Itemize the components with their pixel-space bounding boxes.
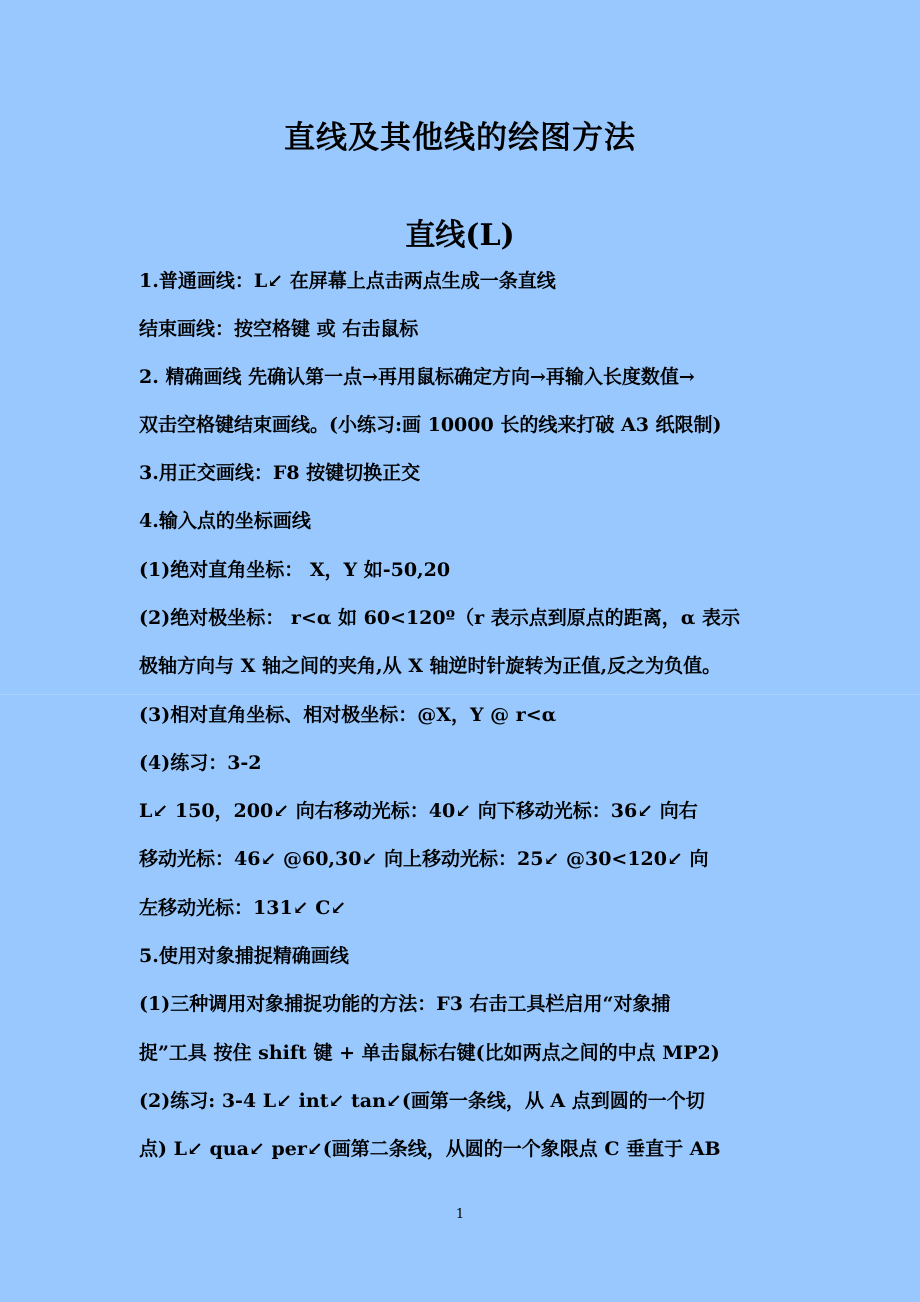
line-9: 极轴方向与 X 轴之间的夹角,从 X 轴逆时针旋转为正值,反之为负值。 [139,655,722,677]
line-2: 结束画线：按空格键 或 右击鼠标 [139,318,419,340]
line-18: (2)练习: 3-4 L↙ int↙ tan↙(画第一条线，从 A 点到圆的一个切 [139,1090,705,1112]
line-19: 点) L↙ qua↙ per↙(画第二条线，从圆的一个象限点 C 垂直于 AB [139,1138,721,1160]
line-11: (4)练习：3-2 [139,752,262,774]
line-6: 4.输入点的坐标画线 [139,510,311,532]
line-3: 2. 精确画线 先确认第一点→再用鼠标确定方向→再输入长度数值→ [139,366,695,388]
document-title: 直线及其他线的绘图方法 [284,120,636,156]
line-4: 双击空格键结束画线。(小练习:画 10000 长的线来打破 A3 纸限制) [139,414,722,436]
line-14: 左移动光标：131↙ C↙ [139,897,347,919]
line-10: (3)相对直角坐标、相对极坐标：@X，Y @ r<α [139,704,557,726]
line-5: 3.用正交画线：F8 按键切换正交 [139,462,421,484]
line-13: 移动光标：46↙ @60,30↙ 向上移动光标：25↙ @30<120↙ 向 [139,848,709,870]
line-7: (1)绝对直角坐标： X，Y 如-50,20 [139,559,451,581]
line-17: 捉”工具 按住 shift 键 + 单击鼠标右键(比如两点之间的中点 MP2) [139,1042,720,1064]
section-heading: 直线(L) [405,218,515,253]
line-1: 1.普通画线：L↙ 在屏幕上点击两点生成一条直线 [139,270,556,292]
line-15: 5.使用对象捕捉精确画线 [139,945,349,967]
line-16: (1)三种调用对象捕捉功能的方法：F3 右击工具栏启用“对象捕 [139,993,671,1015]
line-12: L↙ 150，200↙ 向右移动光标：40↙ 向下移动光标：36↙ 向右 [139,800,698,822]
page-number: 1 [455,1207,465,1222]
line-8: (2)绝对极坐标： r<α 如 60<120º（r 表示点到原点的距离，α 表示 [139,607,740,629]
scan-seam [0,694,920,695]
